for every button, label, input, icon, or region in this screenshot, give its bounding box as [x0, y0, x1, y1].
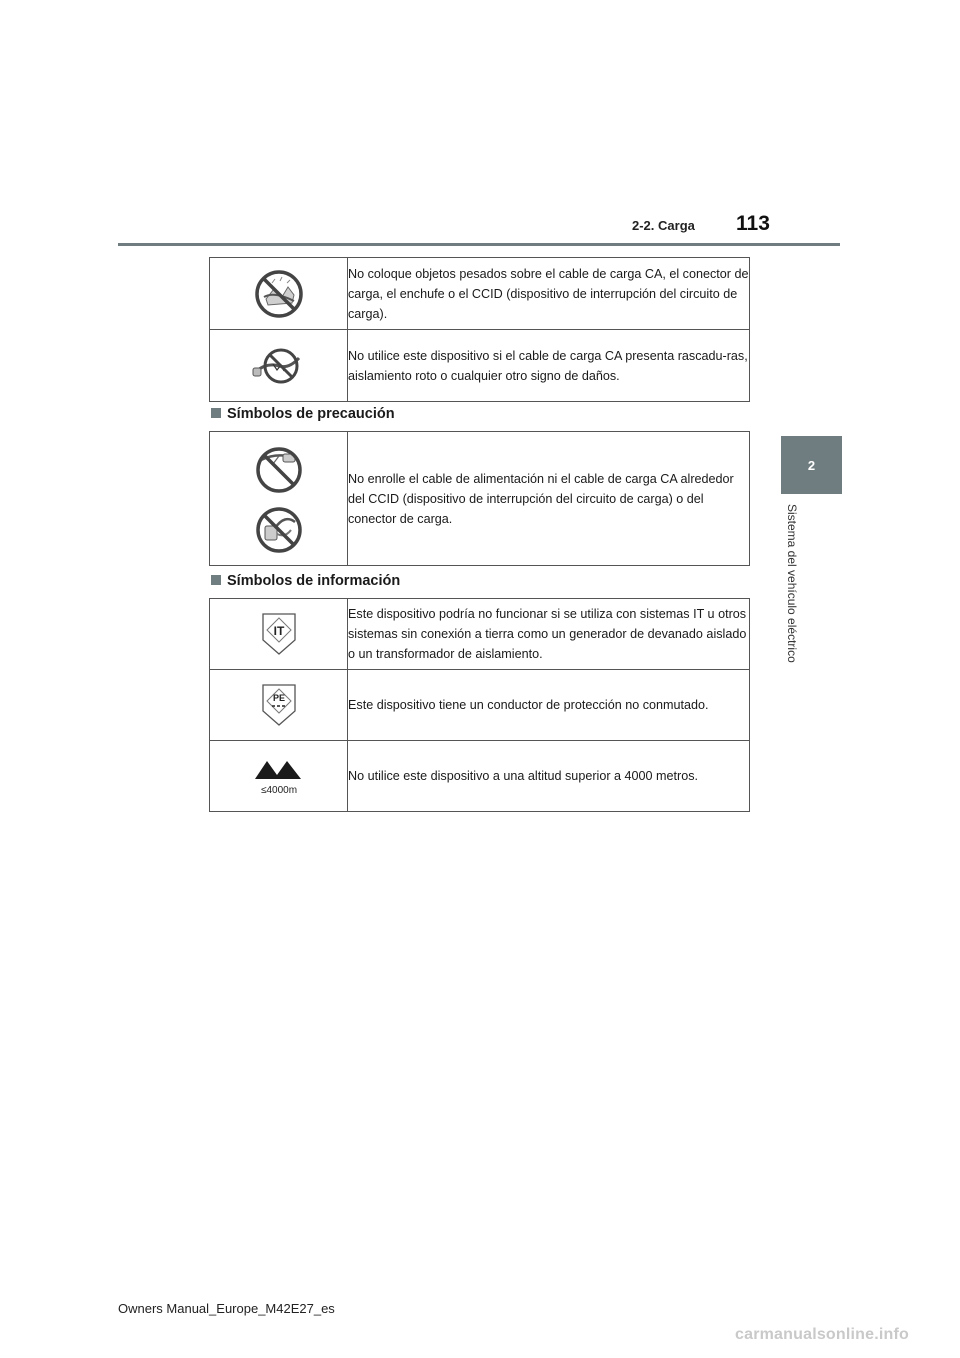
- row-text: Este dispositivo tiene un conductor de protección no conmutado.: [348, 670, 750, 741]
- heading-bullet: [211, 575, 221, 585]
- no-damaged-cable-icon: [251, 346, 307, 386]
- row-text: Este dispositivo podría no funcionar si se utiliza con sistemas IT u otros sistemas sin conexión a tierra como un generador de devanado aislado o un transformador de aislamiento.: [348, 599, 750, 670]
- altitude-label: ≤4000m: [260, 785, 297, 796]
- icon-wrap: [210, 437, 347, 499]
- manual-id: Owners Manual_Europe_M42E27_es: [118, 1301, 335, 1316]
- row-text: No coloque objetos pesados sobre el cable de carga CA, el conector de carga, el enchufe o el CCID (dispositivo de interrupción del circuito de carga).: [348, 258, 750, 330]
- it-system-icon: [259, 610, 299, 658]
- row-text: No utilice este dispositivo a una altitud superior a 4000 metros.: [348, 741, 750, 812]
- icon-cell: [210, 330, 348, 402]
- table-handling: [209, 257, 750, 402]
- pe-label: PE: [272, 693, 285, 703]
- table-precaution: [209, 431, 750, 566]
- icon-cell: [210, 432, 348, 566]
- chapter-number: 2: [807, 457, 816, 473]
- heading-text: Símbolos de precaución: [227, 406, 395, 422]
- section-title: 2-2. Carga: [632, 218, 695, 233]
- table-row: [210, 599, 750, 670]
- row-text: No utilice este dispositivo si el cable de carga CA presenta rascadu-ras, aislamiento roto o cualquier otro signo de daños.: [348, 330, 750, 402]
- no-wrap-cable-connector-icon: [253, 504, 305, 556]
- pe-conductor-icon: [259, 681, 299, 729]
- icon-wrap: [210, 499, 347, 561]
- table-row: [210, 741, 750, 812]
- heading-bullet: [211, 408, 221, 418]
- heading-precaution: [211, 406, 395, 422]
- row-text: No enrolle el cable de alimentación ni el cable de carga CA alrededor del CCID (dispositivo de interrupción del circuito de carga) o del conector de carga.: [348, 432, 750, 566]
- heading-information: [211, 573, 400, 589]
- heading-text: Símbolos de información: [227, 573, 401, 589]
- icon-cell: [210, 258, 348, 330]
- altitude-icon: [249, 755, 309, 797]
- watermark: carmanualsonline.info: [735, 1326, 910, 1343]
- table-row: [210, 330, 750, 402]
- chapter-label: Sistema del vehículo eléctrico: [785, 504, 799, 663]
- table-information: [209, 598, 750, 812]
- no-heavy-objects-icon: [252, 267, 306, 321]
- it-label: IT: [273, 624, 284, 638]
- table-row: [210, 432, 750, 566]
- page-number: 113: [736, 212, 770, 235]
- icon-cell: [210, 741, 348, 812]
- table-row: [210, 258, 750, 330]
- icon-cell: [210, 670, 348, 741]
- icon-cell: [210, 599, 348, 670]
- header-divider: [118, 243, 840, 246]
- table-row: [210, 670, 750, 741]
- chapter-tab[interactable]: [781, 436, 842, 494]
- no-wrap-cable-ccid-icon: [253, 442, 305, 494]
